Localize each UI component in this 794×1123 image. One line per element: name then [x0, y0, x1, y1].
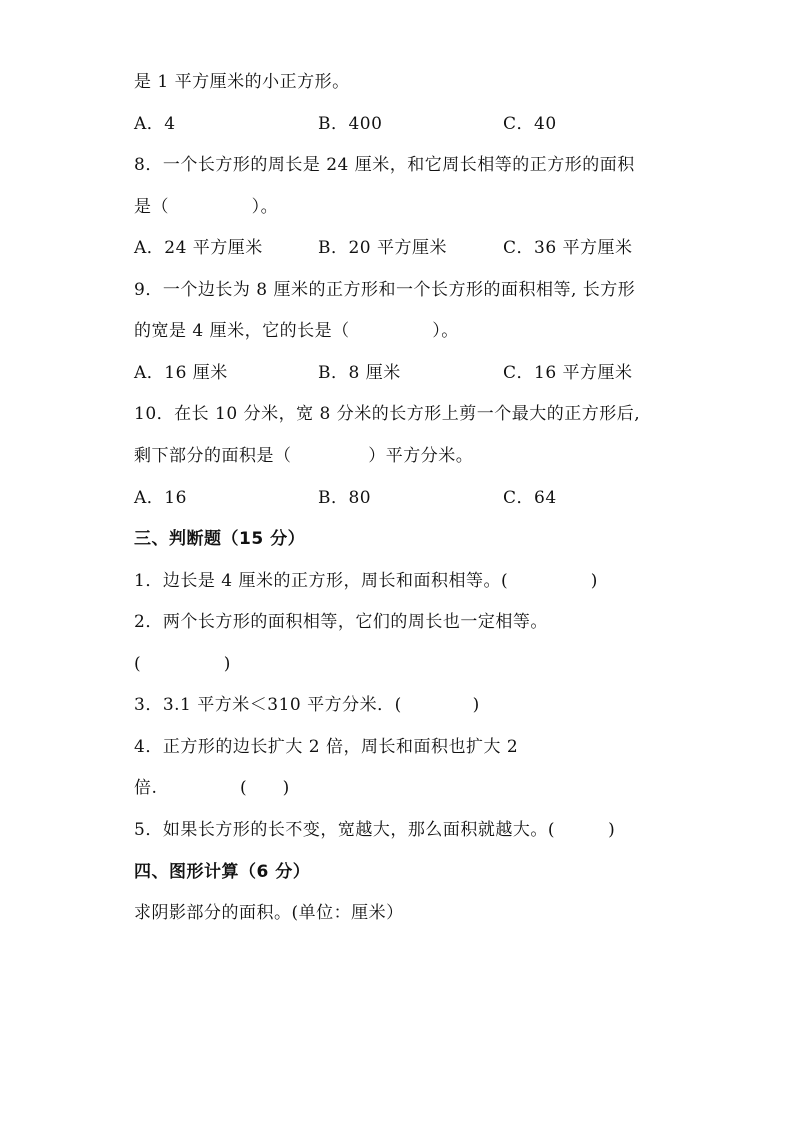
tf-item-2-blank: ( ): [134, 654, 231, 674]
q8-option-b: B．20 平方厘米: [318, 238, 448, 258]
q9-line2: 的宽是 4 厘米，它的长是（ ）。: [134, 321, 459, 341]
q10-line2: 剩下部分的面积是（ ）平方分米。: [134, 446, 474, 466]
q7-option-a: A．4: [134, 114, 176, 134]
section3-heading: 三、判断题（15 分）: [134, 529, 306, 549]
q9-option-a: A．16 厘米: [134, 363, 228, 383]
section4-heading: 四、图形计算（6 分）: [134, 862, 311, 882]
section4-instruction: 求阴影部分的面积。(单位：厘米）: [134, 903, 404, 923]
q9-option-c: C．16 平方厘米: [503, 363, 633, 383]
q8-line1: 8．一个长方形的周长是 24 厘米，和它周长相等的正方形的面积: [134, 155, 635, 175]
q8-option-a: A．24 平方厘米: [134, 238, 263, 258]
q9-option-b: B．8 厘米: [318, 363, 401, 383]
q7-option-b: B．400: [318, 114, 383, 134]
q10-option-b: B．80: [318, 488, 372, 508]
q7-option-c: C．40: [503, 114, 557, 134]
q10-option-c: C．64: [503, 488, 557, 508]
tf-item-5: 5．如果长方形的长不变，宽越大，那么面积就越大。( ): [134, 820, 616, 840]
q8-line2: 是（ ）。: [134, 197, 279, 217]
tf-item-4: 4．正方形的边长扩大 2 倍，周长和面积也扩大 2: [134, 737, 519, 757]
tf-item-1: 1．边长是 4 厘米的正方形，周长和面积相等。( ): [134, 571, 598, 591]
tf-item-3: 3．3.1 平方米＜310 平方分米．( ): [134, 695, 480, 715]
q10-line1: 10．在长 10 分米，宽 8 分米的长方形上剪一个最大的正方形后,: [134, 404, 641, 424]
q8-option-c: C．36 平方厘米: [503, 238, 633, 258]
q10-option-a: A．16: [134, 488, 187, 508]
q7-tail: 是 1 平方厘米的小正方形。: [134, 72, 350, 92]
q9-line1: 9．一个边长为 8 厘米的正方形和一个长方形的面积相等, 长方形: [134, 280, 636, 300]
tf-item-4-cont: 倍. ( ): [134, 778, 290, 798]
tf-item-2: 2．两个长方形的面积相等，它们的周长也一定相等。: [134, 612, 548, 632]
